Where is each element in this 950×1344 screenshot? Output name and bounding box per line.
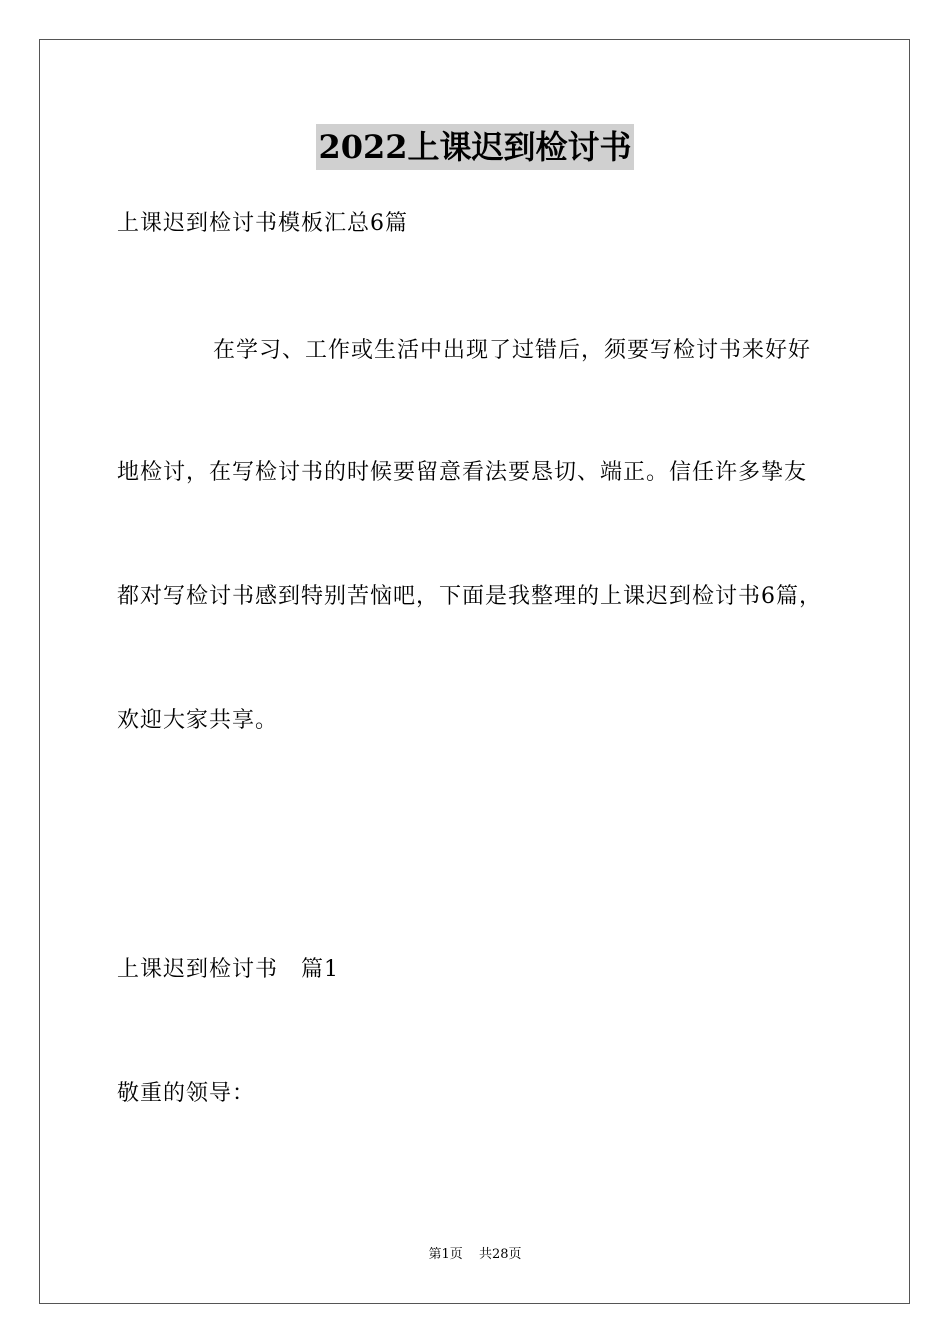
- intro-line-3: 都对写检讨书感到特别苦恼吧，下面是我整理的上课迟到检讨书6篇，: [117, 584, 822, 609]
- section-heading: 上课迟到检讨书 篇1: [117, 957, 339, 982]
- title-container: [0, 124, 950, 170]
- page-number-total: 共28页: [478, 1247, 522, 1262]
- page-footer: [0, 1246, 950, 1264]
- intro-line-4: 欢迎大家共享。: [117, 708, 279, 733]
- document-subtitle: 上课迟到检讨书模板汇总6篇: [117, 211, 408, 236]
- salutation: 敬重的领导：: [117, 1081, 256, 1106]
- intro-line-2: 地检讨，在写检讨书的时候要留意看法要恳切、端正。信任许多挚友: [117, 460, 808, 485]
- document-title: 2022上课迟到检讨书: [316, 124, 633, 170]
- page-number-current: 第1页: [428, 1247, 463, 1262]
- intro-line-1: 在学习、工作或生活中出现了过错后，须要写检讨书来好好: [213, 338, 812, 363]
